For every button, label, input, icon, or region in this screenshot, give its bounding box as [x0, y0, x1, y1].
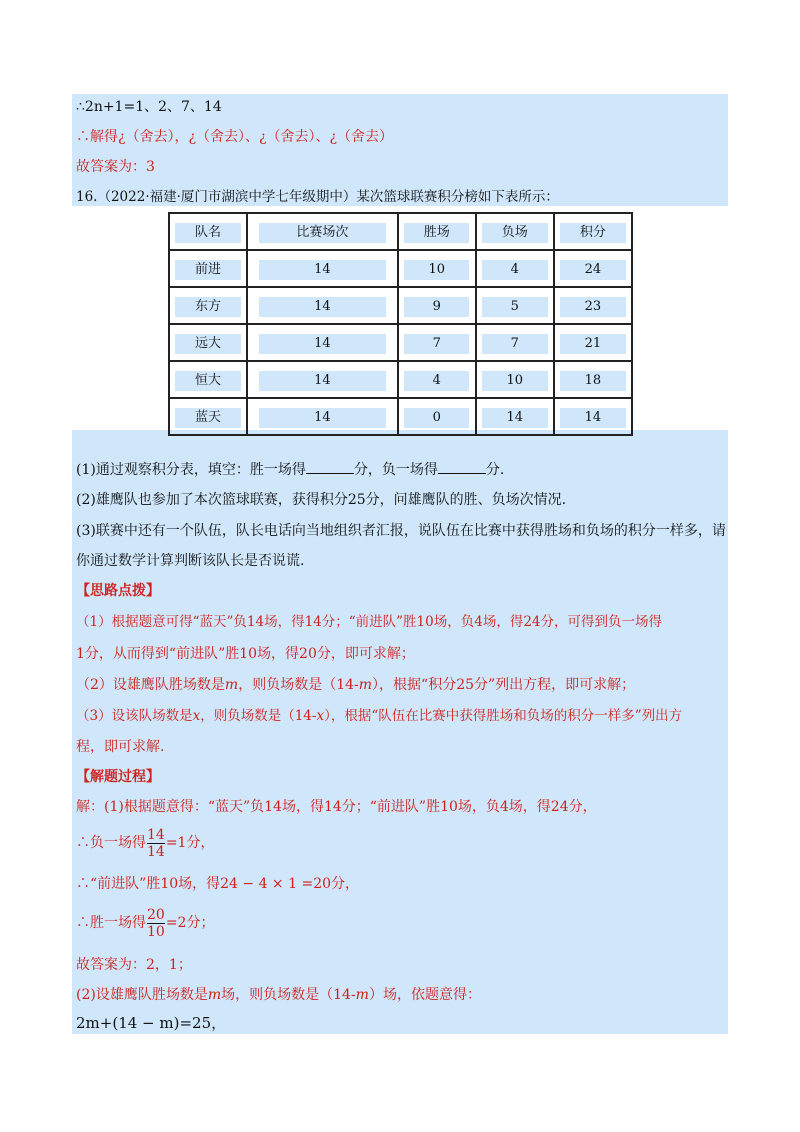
table-cell: 5: [482, 297, 547, 317]
variable-m: m: [224, 677, 239, 693]
answer-blank-loss: [438, 459, 486, 474]
solution-line-3: ∴“前进队”胜10场，得24 − 4 × 1 =20分，: [76, 876, 360, 892]
question-1-text-b: 分，负一场得: [353, 462, 438, 478]
solution-line-4: [76, 906, 214, 940]
solution-line-4-post: =2分；: [165, 915, 215, 931]
solution-line-2-pre: ∴负一场得: [76, 835, 146, 851]
table-cell: 前进: [175, 260, 240, 280]
table-cell: 远大: [175, 334, 240, 354]
table-cell: 14: [259, 260, 387, 280]
table-cell: 21: [560, 334, 625, 354]
table-row: [169, 324, 632, 361]
table-header-cell: 积分: [560, 223, 625, 243]
top-line-2: ∴解得¿（舍去），¿（舍去）、¿（舍去）、¿（舍去）: [76, 129, 394, 145]
table-cell: 10: [404, 260, 469, 280]
table-cell: 23: [560, 297, 625, 317]
fraction-20-over-10: [147, 907, 165, 940]
table-cell: 14: [560, 408, 625, 428]
variable-m: m: [358, 677, 373, 693]
answer-blank-win: [306, 459, 354, 474]
question-2: (2)雄鹰队也参加了本次篮球联赛，获得积分25分，问雄鹰队的胜、负场次情况.: [76, 492, 567, 508]
fraction-14-over-14: [147, 827, 165, 860]
variable-x: x: [192, 708, 201, 724]
hint-line-4-a: （3）设该队场数是: [76, 708, 193, 724]
table-cell: 恒大: [175, 371, 240, 391]
top-line-1: ∴2n+1=1、2、7、14: [76, 99, 222, 115]
table-cell: 7: [404, 334, 469, 354]
table-cell: 0: [404, 408, 469, 428]
hint-line-4: [76, 706, 682, 726]
hint-title: 【思路点拨】: [76, 583, 160, 599]
solution-line-6-a: (2)设雄鹰队胜场数是: [76, 987, 208, 1003]
table-header-cell: 胜场: [404, 223, 469, 243]
solution-equation: 2m+(14 − m)=25，: [76, 1014, 227, 1032]
fraction-denominator: 14: [147, 843, 165, 860]
table-cell: 14: [259, 371, 387, 391]
hint-line-5: 程，即可求解.: [76, 739, 165, 755]
table-cell: 7: [482, 334, 547, 354]
solution-title: 【解题过程】: [76, 769, 160, 785]
solution-line-6: [76, 985, 481, 1005]
hint-line-4-b: ，则负场数是（14-: [200, 708, 317, 724]
solution-line-6-b: 场，则负场数是（14-: [221, 987, 356, 1003]
table-cell: 蓝天: [175, 408, 240, 428]
table-header-row: [169, 213, 632, 250]
table-cell: 14: [482, 408, 547, 428]
question-1-text-c: 分.: [485, 462, 505, 478]
table-cell: 4: [404, 371, 469, 391]
question-1-text-a: (1)通过观察积分表，填空：胜一场得: [76, 462, 306, 478]
table-cell: 14: [259, 408, 387, 428]
table-header-cell: 负场: [482, 223, 547, 243]
table-cell: 24: [560, 260, 625, 280]
table-cell: 18: [560, 371, 625, 391]
table-header-cell: 比赛场次: [259, 223, 387, 243]
fraction-numerator: 14: [147, 826, 165, 843]
table-header-cell: 队名: [175, 223, 240, 243]
question-1: [76, 459, 504, 480]
table-cell: 9: [404, 297, 469, 317]
problem-intro: 16.（2022·福建·厦门市湖滨中学七年级期中）某次篮球联赛积分榜如下表所示：: [76, 189, 559, 205]
variable-m: m: [355, 987, 369, 1003]
hint-line-3: [76, 675, 635, 695]
solution-line-6-c: ）场，依题意得：: [368, 987, 481, 1003]
solution-line-2: [76, 826, 214, 860]
hint-line-3-c: ），根据“积分25分”列出方程，即可求解；: [372, 677, 636, 693]
table-cell: 14: [259, 297, 387, 317]
hint-line-1: （1）根据题意可得“蓝天”负14场，得14分；“前进队”胜10场，负4场，得24分，可得到负一场得: [76, 614, 662, 630]
solution-line-4-pre: ∴胜一场得: [76, 915, 146, 931]
fraction-numerator: 20: [147, 906, 165, 923]
hint-line-3-a: （2）设雄鹰队胜场数是: [76, 677, 225, 693]
variable-m: m: [207, 987, 222, 1003]
top-line-3: 故答案为：3: [76, 159, 155, 175]
fraction-denominator: 10: [147, 923, 165, 940]
hint-line-3-b: ，则负场数是（14-: [238, 677, 359, 693]
table-cell: 14: [259, 334, 387, 354]
table-row: [169, 250, 632, 287]
table-cell: 4: [482, 260, 547, 280]
question-3-line-1: (3)联赛中还有一个队伍，队长电话向当地组织者汇报，说队伍在比赛中获得胜场和负场的积分一样多，请: [76, 523, 726, 539]
hint-line-2: 1分，从而得到“前进队”胜10场，得20分，即可求解；: [76, 646, 415, 662]
solution-line-1: 解：(1)根据题意得：“蓝天”负14场，得14分；“前进队”胜10场，负4场，得24分，: [76, 799, 597, 815]
solution-line-5: 故答案为：2，1；: [76, 957, 192, 973]
solution-line-2-post: =1分，: [165, 835, 215, 851]
table-row: [169, 398, 632, 435]
variable-x: x: [316, 708, 325, 724]
table-row: [169, 287, 632, 324]
score-table: [168, 212, 633, 436]
hint-line-4-c: ），根据“队伍在比赛中获得胜场和负场的积分一样多”列出方: [324, 708, 683, 724]
question-3-line-2: 你通过数学计算判断该队长是否说谎.: [76, 553, 305, 569]
table-row: [169, 361, 632, 398]
table-cell: 东方: [175, 297, 240, 317]
table-cell: 10: [482, 371, 547, 391]
